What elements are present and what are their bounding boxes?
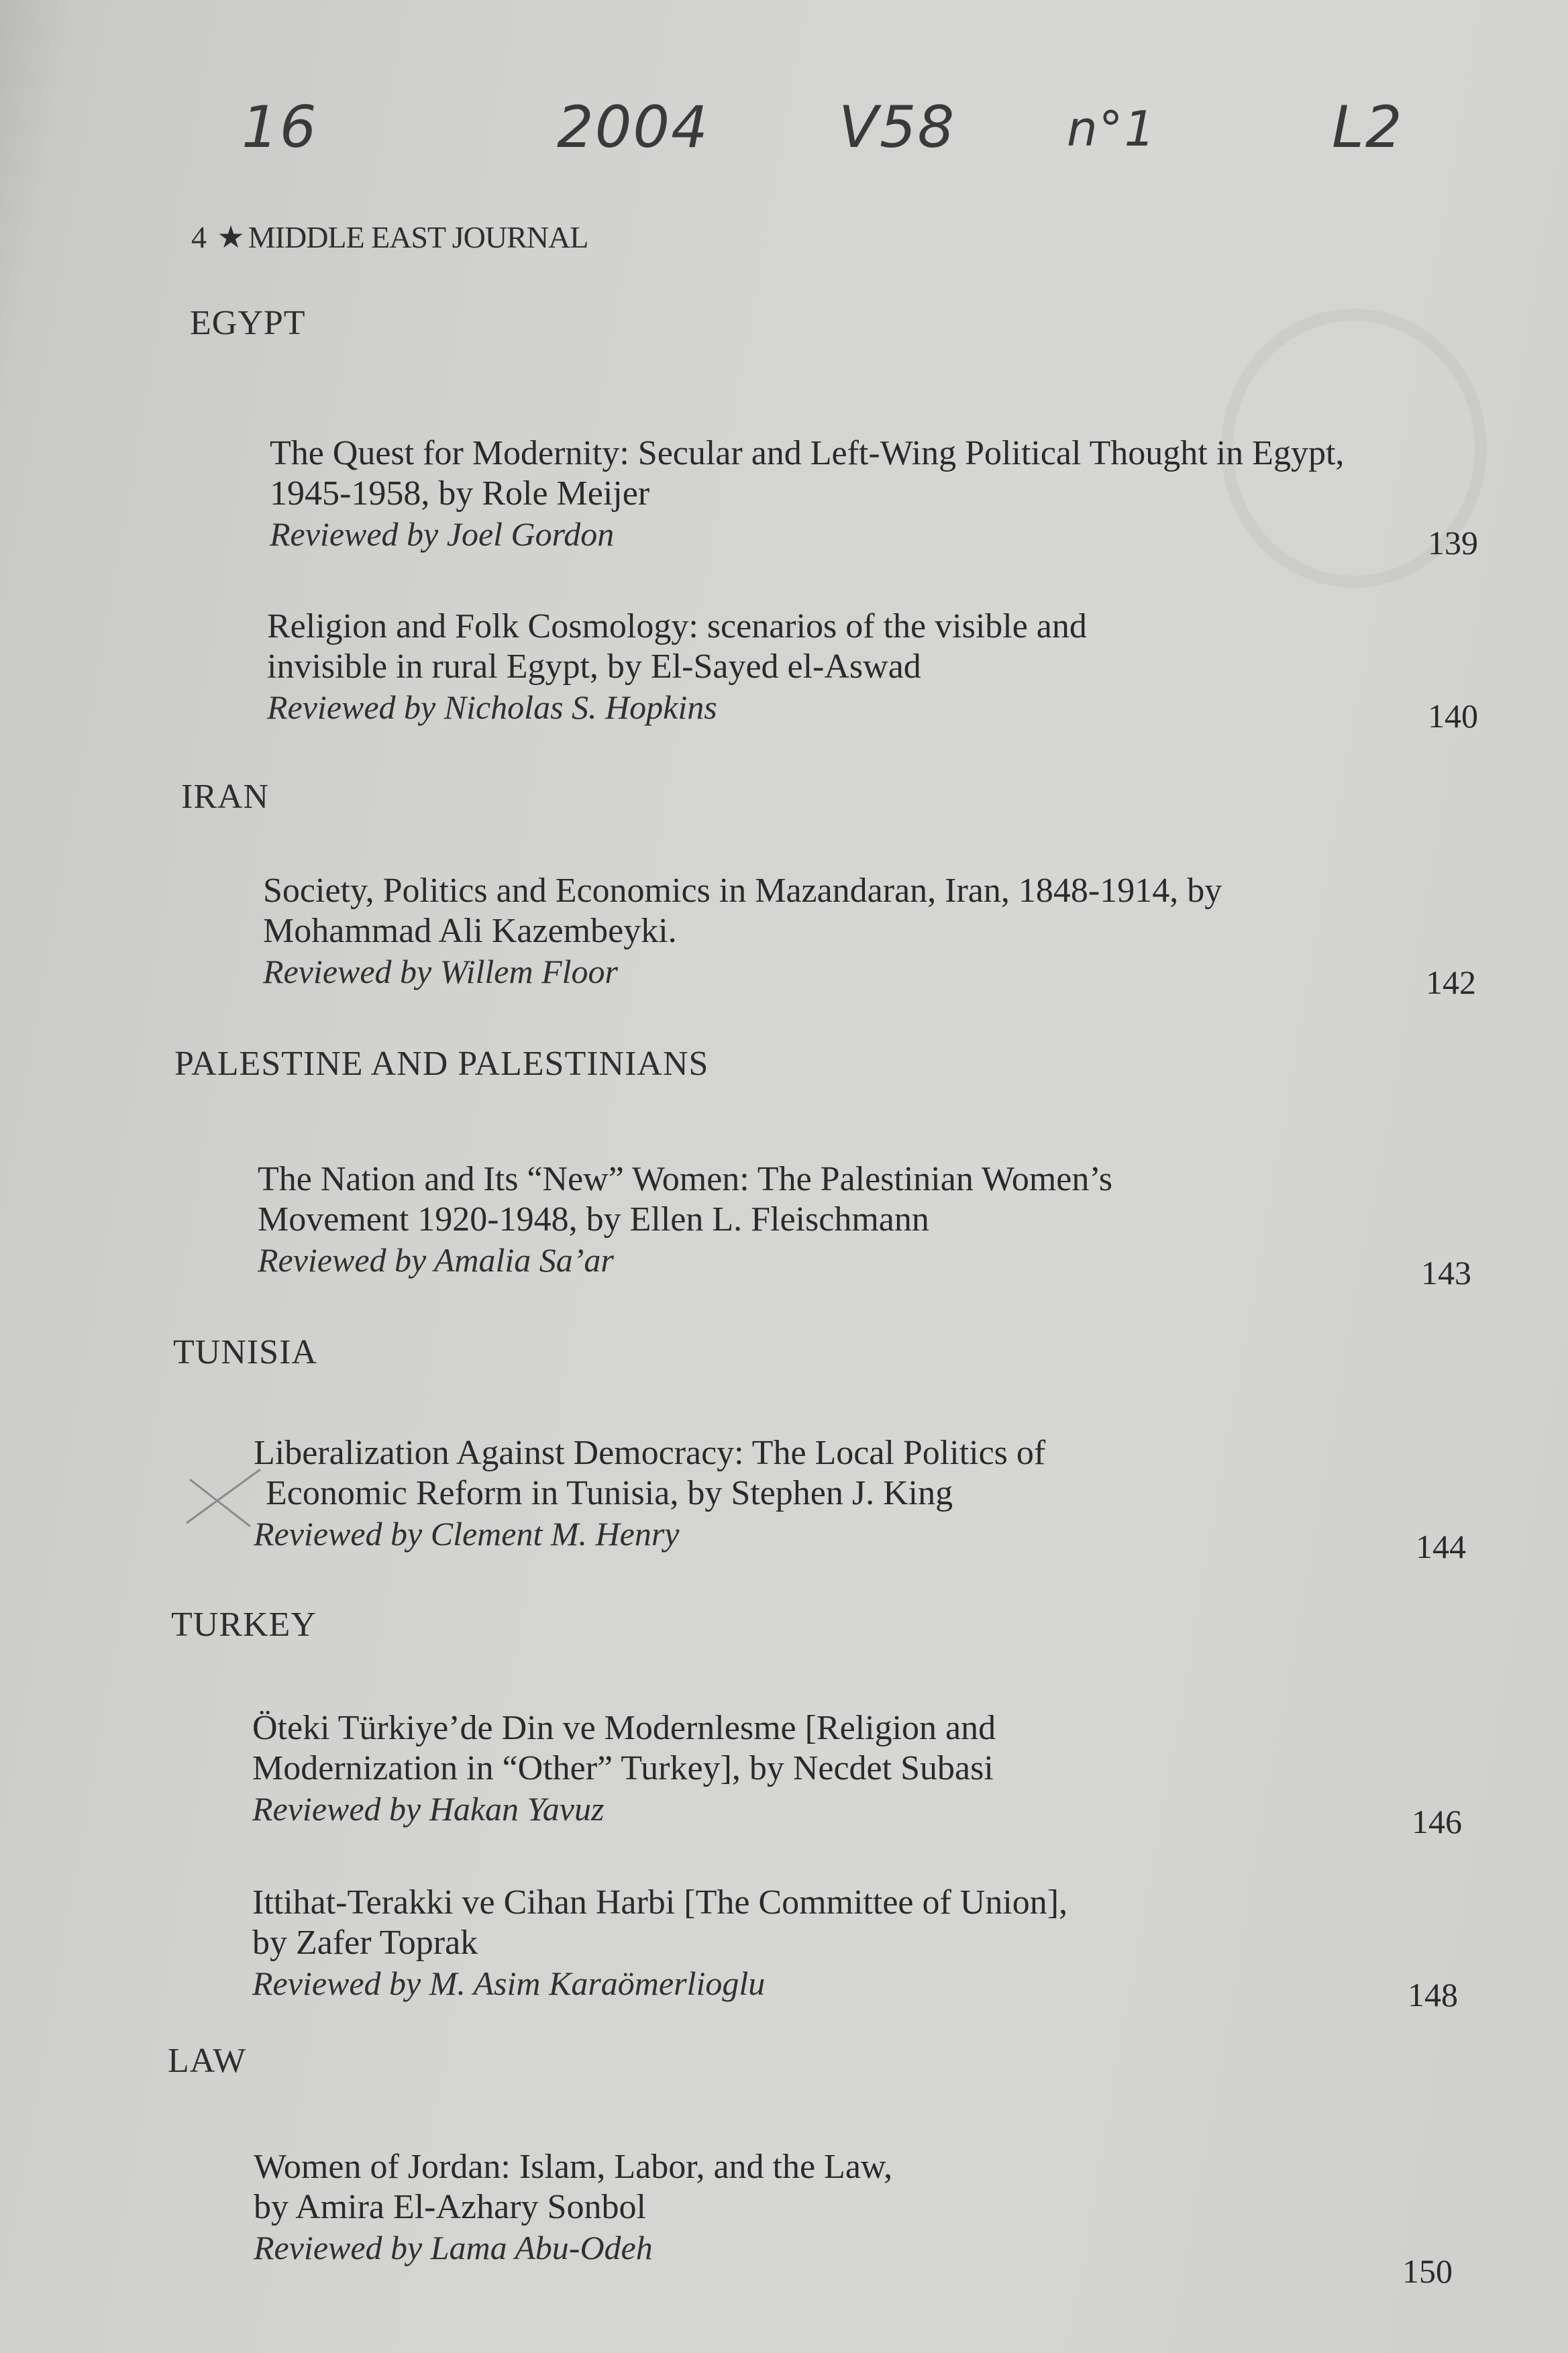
entry-reviewer: Reviewed by Clement M. Henry: [254, 1515, 680, 1553]
entry-page-number: 140: [1428, 697, 1478, 735]
handwritten-annotation: [0, 94, 1568, 174]
entry-title: Liberalization Against Democracy: The Local Politics of Economic Reform in Tunisia, by Stephen J. King: [254, 1434, 1046, 1512]
journal-title: MIDDLE EAST JOURNAL: [248, 220, 588, 254]
toc-entry: [254, 1433, 1528, 1554]
entry-reviewer: Reviewed by Amalia Sa’ar: [258, 1241, 614, 1279]
entry-page-number: 148: [1408, 1976, 1458, 2014]
toc-entry: [258, 1159, 1532, 1280]
running-header: [191, 219, 588, 255]
toc-entry: [270, 433, 1545, 554]
entry-reviewer: Reviewed by Lama Abu-Odeh: [254, 2229, 653, 2266]
section-heading-iran: IRAN: [181, 778, 270, 816]
handwritten-mark: 16: [242, 94, 318, 161]
toc-entry: [252, 1883, 1527, 2003]
entry-reviewer: Reviewed by Hakan Yavuz: [252, 1790, 605, 1828]
handwritten-mark: L2: [1332, 94, 1404, 161]
entry-title: Society, Politics and Economics in Mazandaran, Iran, 1848-1914, by Mohammad Ali Kazembeyki.: [263, 872, 1222, 950]
star-icon: ★: [217, 220, 244, 254]
entry-title: Religion and Folk Cosmology: scenarios of the visible and invisible in rural Egypt, by El-Sayed el-Aswad: [267, 607, 1087, 686]
entry-page-number: 146: [1412, 1803, 1462, 1840]
entry-reviewer: Reviewed by Joel Gordon: [270, 515, 615, 553]
toc-entry: [252, 1708, 1527, 1829]
entry-title: Öteki Türkiye’de Din ve Modernlesme [Religion and Modernization in “Other” Turkey], by Necdet Subasi: [252, 1709, 996, 1787]
entry-page-number: 142: [1426, 963, 1476, 1001]
section-heading-egypt: EGYPT: [190, 304, 306, 342]
entry-reviewer: Reviewed by Willem Floor: [263, 953, 619, 990]
section-heading-tunisia: TUNISIA: [173, 1333, 317, 1371]
page-number: 4: [191, 220, 206, 254]
section-heading-palestine: PALESTINE AND PALESTINIANS: [174, 1045, 709, 1083]
handwritten-mark: n°1: [1067, 101, 1157, 157]
entry-page-number: 144: [1416, 1528, 1466, 1565]
section-heading-law: LAW: [168, 2042, 247, 2080]
entry-page-number: 150: [1402, 2252, 1453, 2290]
handwritten-mark: 2004: [557, 94, 709, 161]
section-heading-turkey: TURKEY: [171, 1606, 317, 1644]
entry-title: Women of Jordan: Islam, Labor, and the Law, by Amira El-Azhary Sonbol: [254, 2148, 893, 2226]
entry-page-number: 143: [1421, 1254, 1471, 1292]
entry-page-number: 139: [1428, 524, 1478, 562]
entry-title: The Quest for Modernity: Secular and Left-Wing Political Thought in Egypt, 1945-1958, by Role Meijer: [270, 434, 1345, 513]
entry-reviewer: Reviewed by M. Asim Karaömerlioglu: [252, 1965, 766, 2002]
handwritten-mark: V58: [839, 94, 956, 161]
entry-reviewer: Reviewed by Nicholas S. Hopkins: [267, 688, 717, 726]
toc-entry: [254, 2147, 1528, 2268]
toc-entry: [267, 607, 1542, 727]
entry-title: Ittihat-Terakki ve Cihan Harbi [The Committee of Union], by Zafer Toprak: [252, 1883, 1068, 1962]
toc-entry: [263, 871, 1538, 992]
entry-title: The Nation and Its “New” Women: The Palestinian Women’s Movement 1920-1948, by Ellen L. Fleischmann: [258, 1160, 1113, 1239]
